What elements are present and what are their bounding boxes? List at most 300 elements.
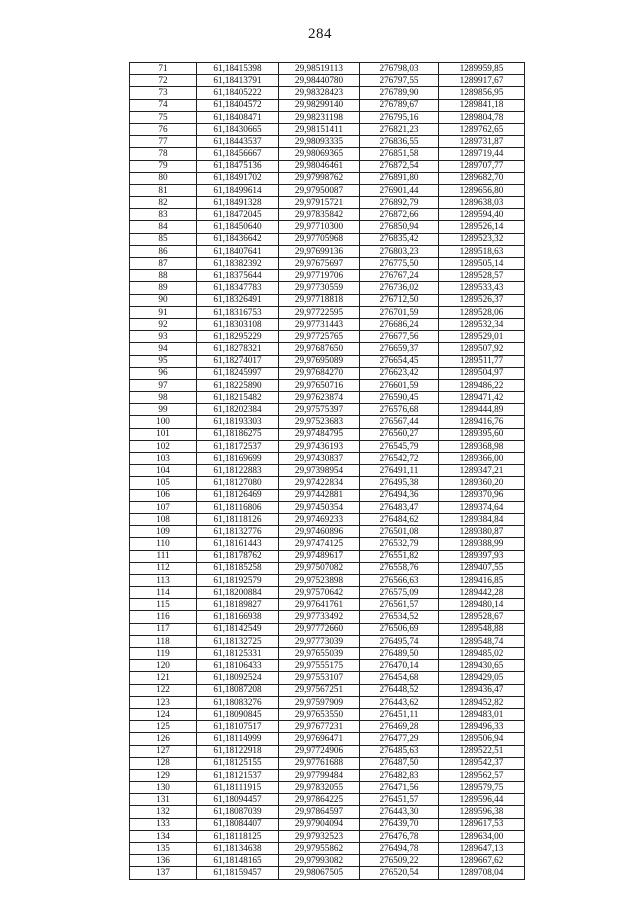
point-number-cell: 79 — [130, 160, 197, 172]
table-row — [130, 708, 525, 720]
table-row — [130, 160, 525, 172]
point-number-cell: 88 — [130, 270, 197, 282]
y-coordinate-cell: 1289594,40 — [439, 209, 525, 221]
point-number-cell: 132 — [130, 806, 197, 818]
x-coordinate-cell: 276892,79 — [360, 197, 439, 209]
x-coordinate-cell: 276850,94 — [360, 221, 439, 233]
x-coordinate-cell: 276520,54 — [360, 867, 439, 879]
point-number-cell: 89 — [130, 282, 197, 294]
longitude-cell: 29,97950087 — [279, 184, 360, 196]
x-coordinate-cell: 276451,57 — [360, 794, 439, 806]
table-row — [130, 867, 525, 879]
longitude-cell: 29,97507082 — [279, 562, 360, 574]
y-coordinate-cell: 1289395,60 — [439, 428, 525, 440]
latitude-cell: 61,18491702 — [197, 172, 279, 184]
table-row — [130, 806, 525, 818]
longitude-cell: 29,97955862 — [279, 843, 360, 855]
table-row — [130, 343, 525, 355]
latitude-cell: 61,18202384 — [197, 404, 279, 416]
x-coordinate-cell: 276470,14 — [360, 660, 439, 672]
latitude-cell: 61,18132725 — [197, 635, 279, 647]
x-coordinate-cell: 276477,29 — [360, 733, 439, 745]
table-row — [130, 209, 525, 221]
table-row — [130, 599, 525, 611]
longitude-cell: 29,98151411 — [279, 123, 360, 135]
point-number-cell: 73 — [130, 87, 197, 99]
longitude-cell: 29,97469233 — [279, 513, 360, 525]
point-number-cell: 137 — [130, 867, 197, 879]
longitude-cell: 29,97575397 — [279, 404, 360, 416]
latitude-cell: 61,18083276 — [197, 696, 279, 708]
y-coordinate-cell: 1289856,95 — [439, 87, 525, 99]
table-row — [130, 428, 525, 440]
longitude-cell: 29,97932523 — [279, 830, 360, 842]
longitude-cell: 29,97687650 — [279, 343, 360, 355]
longitude-cell: 29,97655039 — [279, 648, 360, 660]
y-coordinate-cell: 1289380,87 — [439, 526, 525, 538]
point-number-cell: 110 — [130, 538, 197, 550]
latitude-cell: 61,18132776 — [197, 526, 279, 538]
longitude-cell: 29,97484795 — [279, 428, 360, 440]
latitude-cell: 61,18142549 — [197, 623, 279, 635]
y-coordinate-cell: 1289617,53 — [439, 818, 525, 830]
longitude-cell: 29,97705968 — [279, 233, 360, 245]
point-number-cell: 114 — [130, 587, 197, 599]
y-coordinate-cell: 1289526,14 — [439, 221, 525, 233]
longitude-cell: 29,97460896 — [279, 526, 360, 538]
longitude-cell: 29,97523683 — [279, 416, 360, 428]
y-coordinate-cell: 1289483,01 — [439, 708, 525, 720]
latitude-cell: 61,18111915 — [197, 782, 279, 794]
table-row — [130, 416, 525, 428]
point-number-cell: 75 — [130, 111, 197, 123]
longitude-cell: 29,97761688 — [279, 757, 360, 769]
longitude-cell: 29,97722595 — [279, 306, 360, 318]
table-row — [130, 660, 525, 672]
latitude-cell: 61,18090845 — [197, 708, 279, 720]
latitude-cell: 61,18122883 — [197, 465, 279, 477]
point-number-cell: 119 — [130, 648, 197, 660]
latitude-cell: 61,18347783 — [197, 282, 279, 294]
latitude-cell: 61,18404572 — [197, 99, 279, 111]
y-coordinate-cell: 1289522,51 — [439, 745, 525, 757]
latitude-cell: 61,18166938 — [197, 611, 279, 623]
y-coordinate-cell: 1289917,67 — [439, 75, 525, 87]
table-row — [130, 574, 525, 586]
longitude-cell: 29,97993082 — [279, 855, 360, 867]
point-number-cell: 85 — [130, 233, 197, 245]
latitude-cell: 61,18186275 — [197, 428, 279, 440]
x-coordinate-cell: 276686,24 — [360, 318, 439, 330]
latitude-cell: 61,18107517 — [197, 721, 279, 733]
latitude-cell: 61,18245997 — [197, 367, 279, 379]
point-number-cell: 109 — [130, 526, 197, 538]
x-coordinate-cell: 276476,78 — [360, 830, 439, 842]
table-row — [130, 63, 525, 75]
point-number-cell: 84 — [130, 221, 197, 233]
x-coordinate-cell: 276701,59 — [360, 306, 439, 318]
table-row — [130, 635, 525, 647]
latitude-cell: 61,18125331 — [197, 648, 279, 660]
x-coordinate-cell: 276659,37 — [360, 343, 439, 355]
y-coordinate-cell: 1289388,99 — [439, 538, 525, 550]
x-coordinate-cell: 276872,66 — [360, 209, 439, 221]
y-coordinate-cell: 1289638,03 — [439, 197, 525, 209]
longitude-cell: 29,98328423 — [279, 87, 360, 99]
y-coordinate-cell: 1289596,38 — [439, 806, 525, 818]
table-row — [130, 367, 525, 379]
point-number-cell: 115 — [130, 599, 197, 611]
table-row — [130, 513, 525, 525]
latitude-cell: 61,18215482 — [197, 392, 279, 404]
table-row — [130, 123, 525, 135]
y-coordinate-cell: 1289506,94 — [439, 733, 525, 745]
x-coordinate-cell: 276798,03 — [360, 63, 439, 75]
latitude-cell: 61,18375644 — [197, 270, 279, 282]
longitude-cell: 29,97650716 — [279, 379, 360, 391]
table-row — [130, 794, 525, 806]
y-coordinate-cell: 1289511,77 — [439, 355, 525, 367]
x-coordinate-cell: 276509,22 — [360, 855, 439, 867]
point-number-cell: 131 — [130, 794, 197, 806]
x-coordinate-cell: 276590,45 — [360, 392, 439, 404]
latitude-cell: 61,18114999 — [197, 733, 279, 745]
table-row — [130, 270, 525, 282]
page-number: 284 — [308, 26, 332, 42]
y-coordinate-cell: 1289368,98 — [439, 440, 525, 452]
table-row — [130, 136, 525, 148]
y-coordinate-cell: 1289719,44 — [439, 148, 525, 160]
x-coordinate-cell: 276454,68 — [360, 672, 439, 684]
latitude-cell: 61,18126469 — [197, 489, 279, 501]
longitude-cell: 29,97832055 — [279, 782, 360, 794]
y-coordinate-cell: 1289707,77 — [439, 160, 525, 172]
point-number-cell: 126 — [130, 733, 197, 745]
table-row — [130, 221, 525, 233]
latitude-cell: 61,18450640 — [197, 221, 279, 233]
point-number-cell: 122 — [130, 684, 197, 696]
table-row — [130, 587, 525, 599]
longitude-cell: 29,98440780 — [279, 75, 360, 87]
y-coordinate-cell: 1289529,01 — [439, 331, 525, 343]
y-coordinate-cell: 1289708,04 — [439, 867, 525, 879]
table-row — [130, 830, 525, 842]
latitude-cell: 61,18087208 — [197, 684, 279, 696]
y-coordinate-cell: 1289416,76 — [439, 416, 525, 428]
table-row — [130, 648, 525, 660]
point-number-cell: 99 — [130, 404, 197, 416]
y-coordinate-cell: 1289360,20 — [439, 477, 525, 489]
latitude-cell: 61,18118126 — [197, 513, 279, 525]
longitude-cell: 29,97430837 — [279, 453, 360, 465]
longitude-cell: 29,97553107 — [279, 672, 360, 684]
longitude-cell: 29,98519113 — [279, 63, 360, 75]
x-coordinate-cell: 276494,78 — [360, 843, 439, 855]
table-row — [130, 733, 525, 745]
table-row — [130, 818, 525, 830]
y-coordinate-cell: 1289416,85 — [439, 574, 525, 586]
latitude-cell: 61,18430665 — [197, 123, 279, 135]
latitude-cell: 61,18192579 — [197, 574, 279, 586]
longitude-cell: 29,98231198 — [279, 111, 360, 123]
x-coordinate-cell: 276736,02 — [360, 282, 439, 294]
point-number-cell: 92 — [130, 318, 197, 330]
y-coordinate-cell: 1289507,92 — [439, 343, 525, 355]
latitude-cell: 61,18161443 — [197, 538, 279, 550]
longitude-cell: 29,97695089 — [279, 355, 360, 367]
coordinates-table — [129, 62, 525, 880]
table-row — [130, 782, 525, 794]
latitude-cell: 61,18169699 — [197, 453, 279, 465]
longitude-cell: 29,97567251 — [279, 684, 360, 696]
x-coordinate-cell: 276484,62 — [360, 513, 439, 525]
latitude-cell: 61,18456667 — [197, 148, 279, 160]
x-coordinate-cell: 276891,80 — [360, 172, 439, 184]
latitude-cell: 61,18316753 — [197, 306, 279, 318]
table-row — [130, 696, 525, 708]
x-coordinate-cell: 276558,76 — [360, 562, 439, 574]
point-number-cell: 94 — [130, 343, 197, 355]
table-row — [130, 233, 525, 245]
y-coordinate-cell: 1289429,05 — [439, 672, 525, 684]
x-coordinate-cell: 276561,57 — [360, 599, 439, 611]
y-coordinate-cell: 1289480,14 — [439, 599, 525, 611]
x-coordinate-cell: 276712,50 — [360, 294, 439, 306]
latitude-cell: 61,18185258 — [197, 562, 279, 574]
latitude-cell: 61,18491328 — [197, 197, 279, 209]
y-coordinate-cell: 1289496,33 — [439, 721, 525, 733]
y-coordinate-cell: 1289471,42 — [439, 392, 525, 404]
longitude-cell: 29,97523898 — [279, 574, 360, 586]
latitude-cell: 61,18303108 — [197, 318, 279, 330]
longitude-cell: 29,97555175 — [279, 660, 360, 672]
table-row — [130, 184, 525, 196]
y-coordinate-cell: 1289505,14 — [439, 258, 525, 270]
x-coordinate-cell: 276482,83 — [360, 769, 439, 781]
longitude-cell: 29,97730559 — [279, 282, 360, 294]
table-row — [130, 111, 525, 123]
x-coordinate-cell: 276560,27 — [360, 428, 439, 440]
y-coordinate-cell: 1289959,85 — [439, 63, 525, 75]
point-number-cell: 118 — [130, 635, 197, 647]
x-coordinate-cell: 276439,70 — [360, 818, 439, 830]
x-coordinate-cell: 276532,79 — [360, 538, 439, 550]
point-number-cell: 76 — [130, 123, 197, 135]
x-coordinate-cell: 276872,54 — [360, 160, 439, 172]
point-number-cell: 91 — [130, 306, 197, 318]
latitude-cell: 61,18499614 — [197, 184, 279, 196]
table-row — [130, 197, 525, 209]
point-number-cell: 134 — [130, 830, 197, 842]
latitude-cell: 61,18475136 — [197, 160, 279, 172]
x-coordinate-cell: 276623,42 — [360, 367, 439, 379]
y-coordinate-cell: 1289634,00 — [439, 830, 525, 842]
longitude-cell: 29,98067505 — [279, 867, 360, 879]
y-coordinate-cell: 1289542,37 — [439, 757, 525, 769]
point-number-cell: 90 — [130, 294, 197, 306]
longitude-cell: 29,97489617 — [279, 550, 360, 562]
latitude-cell: 61,18172537 — [197, 440, 279, 452]
x-coordinate-cell: 276654,45 — [360, 355, 439, 367]
x-coordinate-cell: 276501,08 — [360, 526, 439, 538]
y-coordinate-cell: 1289526,37 — [439, 294, 525, 306]
point-number-cell: 97 — [130, 379, 197, 391]
y-coordinate-cell: 1289528,57 — [439, 270, 525, 282]
longitude-cell: 29,97474125 — [279, 538, 360, 550]
x-coordinate-cell: 276789,90 — [360, 87, 439, 99]
x-coordinate-cell: 276775,50 — [360, 258, 439, 270]
y-coordinate-cell: 1289374,64 — [439, 501, 525, 513]
latitude-cell: 61,18121537 — [197, 769, 279, 781]
longitude-cell: 29,98299140 — [279, 99, 360, 111]
y-coordinate-cell: 1289444,89 — [439, 404, 525, 416]
point-number-cell: 106 — [130, 489, 197, 501]
latitude-cell: 61,18125155 — [197, 757, 279, 769]
y-coordinate-cell: 1289518,63 — [439, 245, 525, 257]
table-row — [130, 258, 525, 270]
point-number-cell: 108 — [130, 513, 197, 525]
longitude-cell: 29,97772660 — [279, 623, 360, 635]
point-number-cell: 98 — [130, 392, 197, 404]
y-coordinate-cell: 1289762,65 — [439, 123, 525, 135]
table-row — [130, 611, 525, 623]
y-coordinate-cell: 1289366,00 — [439, 453, 525, 465]
y-coordinate-cell: 1289533,43 — [439, 282, 525, 294]
latitude-cell: 61,18118125 — [197, 830, 279, 842]
point-number-cell: 117 — [130, 623, 197, 635]
point-number-cell: 116 — [130, 611, 197, 623]
x-coordinate-cell: 276836,55 — [360, 136, 439, 148]
x-coordinate-cell: 276483,47 — [360, 501, 439, 513]
longitude-cell: 29,97731443 — [279, 318, 360, 330]
point-number-cell: 120 — [130, 660, 197, 672]
latitude-cell: 61,18189827 — [197, 599, 279, 611]
x-coordinate-cell: 276767,24 — [360, 270, 439, 282]
longitude-cell: 29,98046461 — [279, 160, 360, 172]
latitude-cell: 61,18278321 — [197, 343, 279, 355]
table-row — [130, 562, 525, 574]
longitude-cell: 29,97696471 — [279, 733, 360, 745]
point-number-cell: 133 — [130, 818, 197, 830]
longitude-cell: 29,98093335 — [279, 136, 360, 148]
longitude-cell: 29,97442881 — [279, 489, 360, 501]
x-coordinate-cell: 276443,62 — [360, 696, 439, 708]
latitude-cell: 61,18092524 — [197, 672, 279, 684]
y-coordinate-cell: 1289667,62 — [439, 855, 525, 867]
latitude-cell: 61,18436642 — [197, 233, 279, 245]
y-coordinate-cell: 1289532,34 — [439, 318, 525, 330]
point-number-cell: 130 — [130, 782, 197, 794]
y-coordinate-cell: 1289485,02 — [439, 648, 525, 660]
point-number-cell: 128 — [130, 757, 197, 769]
latitude-cell: 61,18415398 — [197, 63, 279, 75]
point-number-cell: 124 — [130, 708, 197, 720]
latitude-cell: 61,18122918 — [197, 745, 279, 757]
y-coordinate-cell: 1289407,55 — [439, 562, 525, 574]
y-coordinate-cell: 1289596,44 — [439, 794, 525, 806]
longitude-cell: 29,97864597 — [279, 806, 360, 818]
y-coordinate-cell: 1289548,88 — [439, 623, 525, 635]
longitude-cell: 29,97398954 — [279, 465, 360, 477]
point-number-cell: 71 — [130, 63, 197, 75]
point-number-cell: 81 — [130, 184, 197, 196]
point-number-cell: 93 — [130, 331, 197, 343]
table-row — [130, 440, 525, 452]
point-number-cell: 78 — [130, 148, 197, 160]
y-coordinate-cell: 1289804,78 — [439, 111, 525, 123]
x-coordinate-cell: 276542,72 — [360, 453, 439, 465]
latitude-cell: 61,18472045 — [197, 209, 279, 221]
point-number-cell: 80 — [130, 172, 197, 184]
longitude-cell: 29,97710300 — [279, 221, 360, 233]
point-number-cell: 101 — [130, 428, 197, 440]
point-number-cell: 136 — [130, 855, 197, 867]
table-row — [130, 843, 525, 855]
point-number-cell: 135 — [130, 843, 197, 855]
latitude-cell: 61,18413791 — [197, 75, 279, 87]
table-row — [130, 538, 525, 550]
x-coordinate-cell: 276551,82 — [360, 550, 439, 562]
table-row — [130, 148, 525, 160]
table-row — [130, 465, 525, 477]
table-row — [130, 172, 525, 184]
latitude-cell: 61,18200884 — [197, 587, 279, 599]
x-coordinate-cell: 276443,30 — [360, 806, 439, 818]
point-number-cell: 72 — [130, 75, 197, 87]
y-coordinate-cell: 1289370,96 — [439, 489, 525, 501]
x-coordinate-cell: 276471,56 — [360, 782, 439, 794]
point-number-cell: 129 — [130, 769, 197, 781]
longitude-cell: 29,97718818 — [279, 294, 360, 306]
longitude-cell: 29,97597909 — [279, 696, 360, 708]
x-coordinate-cell: 276494,36 — [360, 489, 439, 501]
longitude-cell: 29,97641761 — [279, 599, 360, 611]
x-coordinate-cell: 276821,23 — [360, 123, 439, 135]
longitude-cell: 29,97799484 — [279, 769, 360, 781]
table-row — [130, 355, 525, 367]
table-row — [130, 404, 525, 416]
longitude-cell: 29,97724906 — [279, 745, 360, 757]
y-coordinate-cell: 1289436,47 — [439, 684, 525, 696]
point-number-cell: 111 — [130, 550, 197, 562]
x-coordinate-cell: 276495,74 — [360, 635, 439, 647]
x-coordinate-cell: 276677,56 — [360, 331, 439, 343]
table-row — [130, 453, 525, 465]
point-number-cell: 77 — [130, 136, 197, 148]
y-coordinate-cell: 1289347,21 — [439, 465, 525, 477]
x-coordinate-cell: 276566,63 — [360, 574, 439, 586]
point-number-cell: 104 — [130, 465, 197, 477]
longitude-cell: 29,97623874 — [279, 392, 360, 404]
latitude-cell: 61,18382392 — [197, 258, 279, 270]
y-coordinate-cell: 1289384,84 — [439, 513, 525, 525]
longitude-cell: 29,97725765 — [279, 331, 360, 343]
latitude-cell: 61,18148165 — [197, 855, 279, 867]
table-row — [130, 318, 525, 330]
point-number-cell: 113 — [130, 574, 197, 586]
x-coordinate-cell: 276485,63 — [360, 745, 439, 757]
y-coordinate-cell: 1289548,74 — [439, 635, 525, 647]
x-coordinate-cell: 276534,52 — [360, 611, 439, 623]
table-row — [130, 87, 525, 99]
x-coordinate-cell: 276567,44 — [360, 416, 439, 428]
table-row — [130, 331, 525, 343]
x-coordinate-cell: 276789,67 — [360, 99, 439, 111]
longitude-cell: 29,97675697 — [279, 258, 360, 270]
longitude-cell: 29,97998762 — [279, 172, 360, 184]
x-coordinate-cell: 276835,42 — [360, 233, 439, 245]
y-coordinate-cell: 1289647,13 — [439, 843, 525, 855]
